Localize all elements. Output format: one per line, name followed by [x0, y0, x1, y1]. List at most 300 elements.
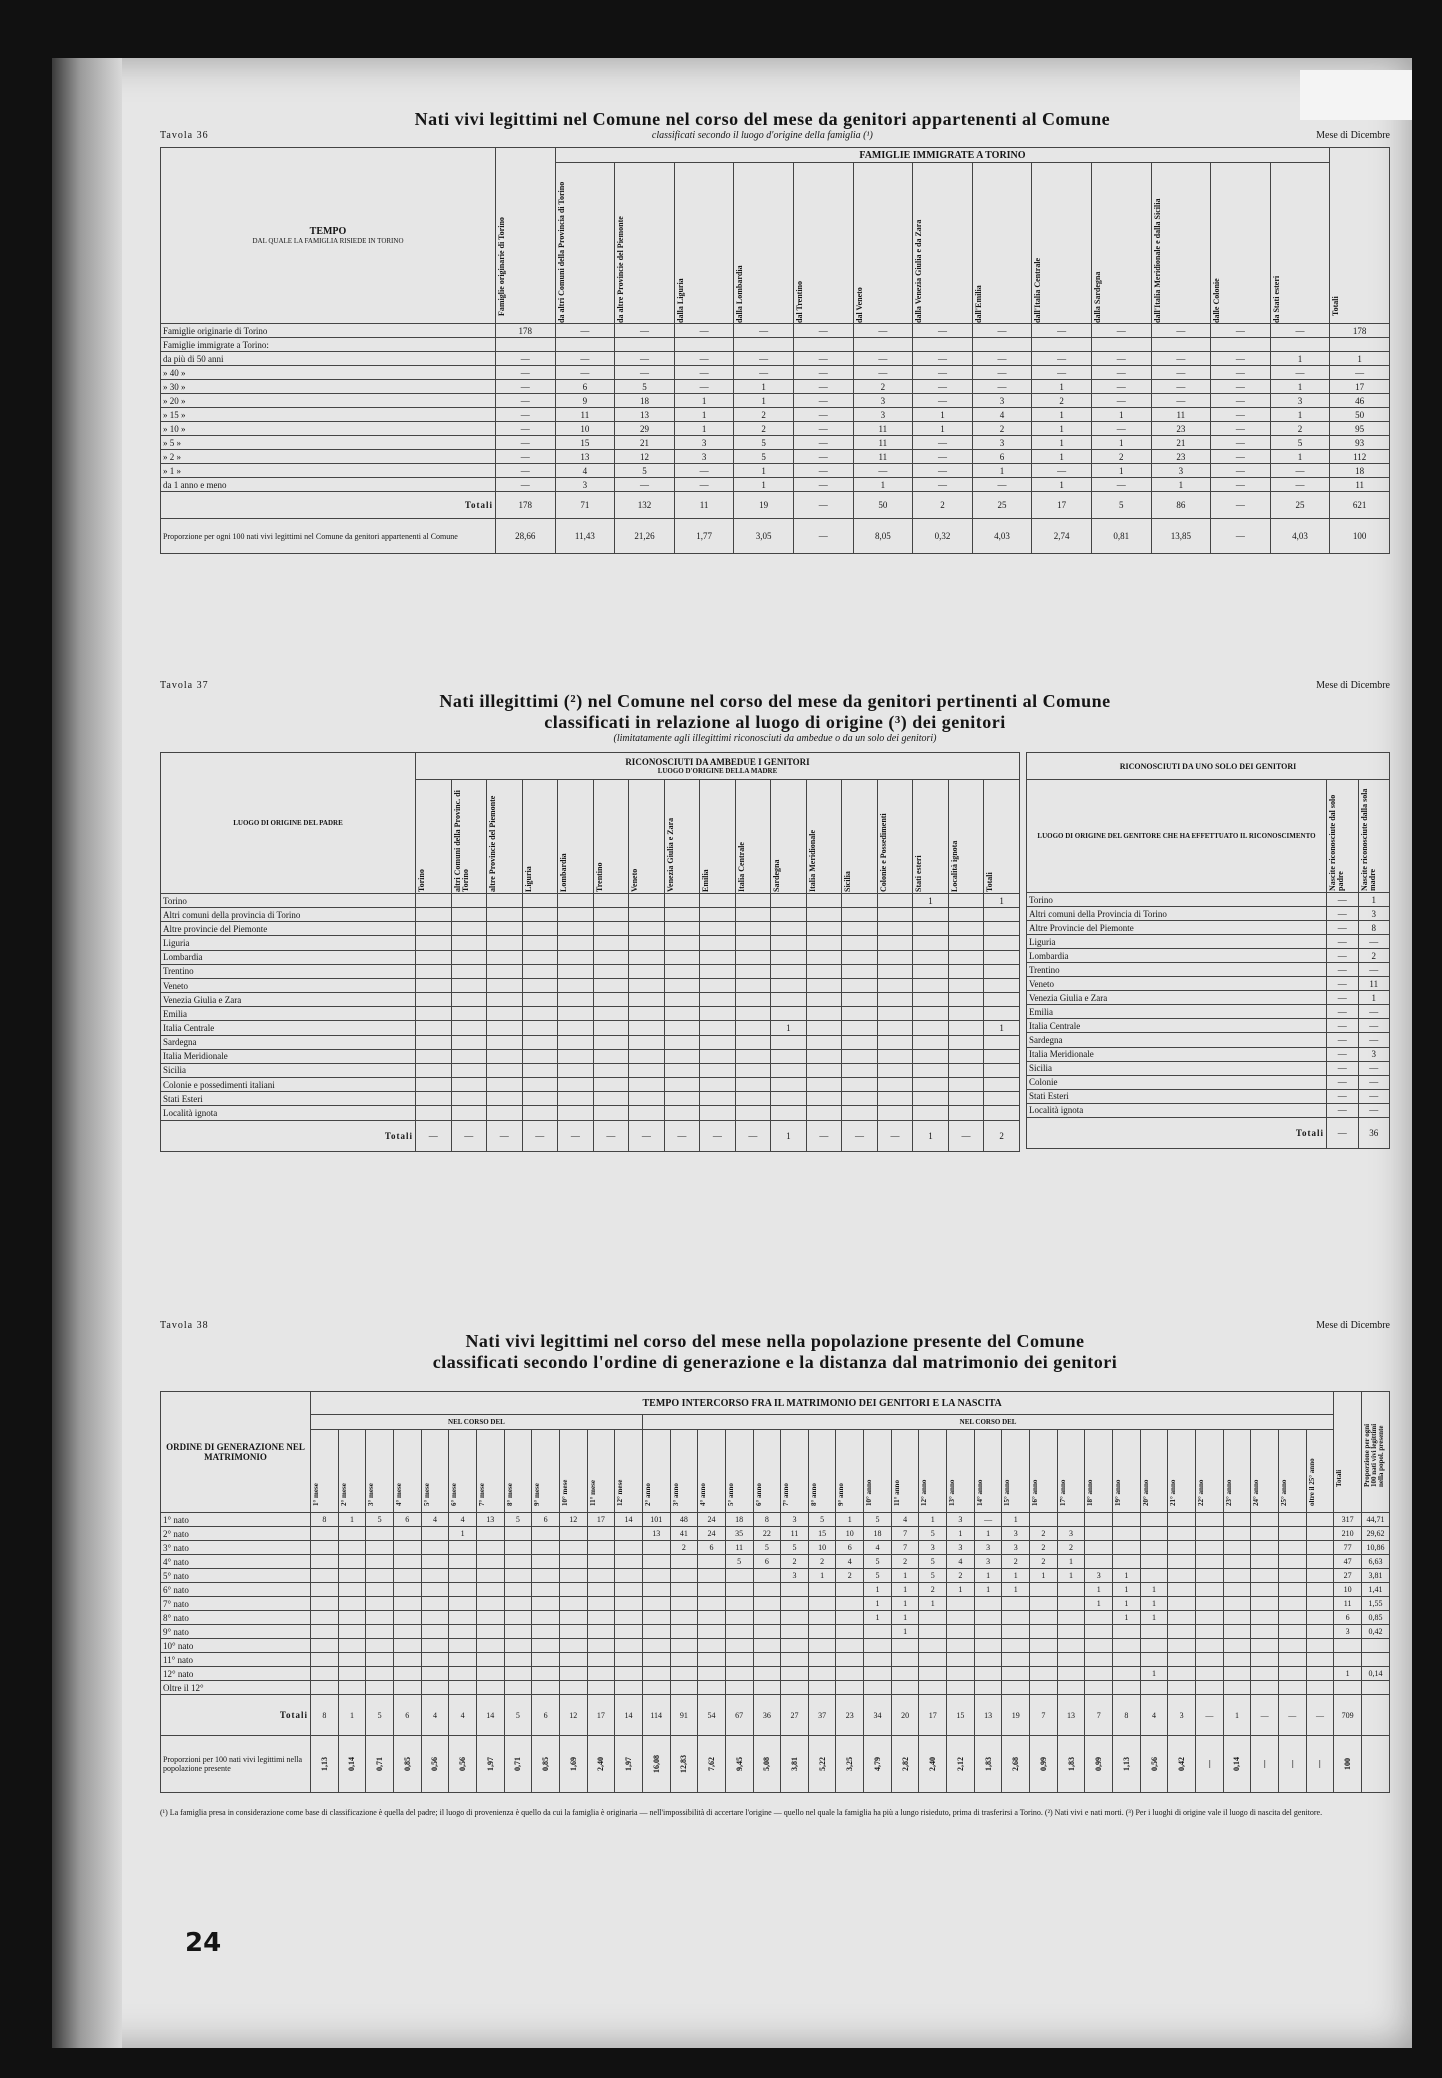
totals-cell: —	[877, 1120, 913, 1152]
table-cell	[558, 936, 594, 950]
totals-cell: 13	[1057, 1695, 1085, 1736]
col-header	[806, 780, 842, 894]
proportion-value: 3,81	[789, 1757, 799, 1771]
table-cell	[806, 908, 842, 922]
col-header	[1211, 163, 1271, 324]
proportion-value: 0,56	[458, 1757, 468, 1771]
proportion-cell	[587, 1736, 615, 1793]
table-cell	[1057, 1667, 1085, 1681]
totals-cell: 132	[615, 492, 675, 519]
col-header	[555, 163, 615, 324]
table-cell	[1251, 1597, 1279, 1611]
totals-cell: 7	[1030, 1695, 1058, 1736]
table-row	[161, 1667, 1390, 1681]
row-label: Sicilia	[1027, 1061, 1327, 1075]
table-cell: 18	[615, 394, 675, 408]
table-cell	[1223, 1653, 1251, 1667]
totals-cell: 20	[891, 1695, 919, 1736]
table-cell: 1	[1091, 464, 1151, 478]
table-cell	[877, 1035, 913, 1049]
table-cell	[808, 1639, 836, 1653]
table-cell	[559, 1625, 587, 1639]
table-cell: —	[1211, 464, 1271, 478]
table-row	[161, 1611, 1390, 1625]
table-cell: —	[793, 366, 853, 380]
table-cell	[947, 1639, 975, 1653]
table-row	[161, 1021, 1020, 1035]
table-cell	[700, 1049, 736, 1063]
table-cell	[913, 1007, 949, 1021]
col-header	[615, 163, 675, 324]
table-cell	[700, 993, 736, 1007]
table-cell: —	[674, 478, 734, 492]
table-37-section	[160, 680, 1390, 1149]
table-cell	[593, 1078, 629, 1092]
table-cell: 3	[1334, 1625, 1362, 1639]
table-cell	[1223, 1667, 1251, 1681]
table-cell	[559, 1667, 587, 1681]
table-cell	[1361, 1681, 1389, 1695]
table-cell: 23	[1151, 450, 1211, 464]
table-cell: 1	[1334, 1667, 1362, 1681]
proportion-cell	[1168, 1736, 1196, 1793]
table-cell	[700, 1106, 736, 1120]
totals-cell: 19	[734, 492, 794, 519]
col-header	[1278, 1430, 1306, 1513]
table-cell: 3	[1085, 1569, 1113, 1583]
table-cell: 2	[1057, 1541, 1085, 1555]
table-cell	[487, 993, 523, 1007]
table-cell	[615, 1583, 643, 1597]
table-cell	[1270, 338, 1330, 352]
table-cell	[587, 1653, 615, 1667]
table-cell: 10	[555, 422, 615, 436]
table-cell	[725, 1569, 753, 1583]
table-cell	[416, 922, 452, 936]
col-header-label: 19° anno	[1114, 1479, 1123, 1506]
proportion-cell	[974, 1736, 1002, 1793]
totals-cell: 25	[972, 492, 1032, 519]
table-cell	[558, 964, 594, 978]
table-cell	[587, 1625, 615, 1639]
table-cell	[1168, 1653, 1196, 1667]
table-row	[161, 394, 1390, 408]
table-row	[161, 408, 1390, 422]
table-cell	[1278, 1625, 1306, 1639]
table-cell: 6	[1334, 1611, 1362, 1625]
table-cell: —	[1327, 1033, 1359, 1047]
table-cell	[947, 1597, 975, 1611]
table-cell	[1113, 1527, 1141, 1541]
table-cell: —	[1327, 935, 1359, 949]
table-cell	[753, 1569, 781, 1583]
table-cell	[449, 1667, 477, 1681]
row-label: Italia Meridionale	[161, 1049, 416, 1063]
table-cell	[735, 936, 771, 950]
table-cell	[842, 978, 878, 992]
table-cell	[700, 1078, 736, 1092]
totals-cell: —	[1278, 1695, 1306, 1736]
table-cell	[642, 1541, 670, 1555]
table-cell	[700, 894, 736, 908]
table-cell	[864, 1639, 892, 1653]
table-cell	[393, 1611, 421, 1625]
table-cell	[877, 1021, 913, 1035]
table-cell	[1223, 1583, 1251, 1597]
table-cell	[629, 1021, 665, 1035]
table-row	[161, 1625, 1390, 1639]
col-header	[1270, 163, 1330, 324]
table-cell: 9	[555, 394, 615, 408]
proportion-cell: —	[1211, 519, 1271, 554]
totals-row	[161, 1695, 1390, 1736]
totals-cell: 621	[1330, 492, 1390, 519]
table-cell	[587, 1527, 615, 1541]
table-cell	[735, 1035, 771, 1049]
totals-cell: —	[416, 1120, 452, 1152]
table-cell: —	[1211, 478, 1271, 492]
table-cell	[1251, 1653, 1279, 1667]
table-cell: 1,41	[1361, 1583, 1389, 1597]
table-cell: —	[1327, 991, 1359, 1005]
table-cell	[642, 1639, 670, 1653]
table-cell	[366, 1611, 394, 1625]
table-cell	[670, 1639, 698, 1653]
table-cell	[311, 1597, 339, 1611]
col-header	[947, 1430, 975, 1513]
table-cell	[700, 1007, 736, 1021]
table-cell	[558, 993, 594, 1007]
table-cell	[476, 1653, 504, 1667]
table-cell	[522, 1092, 558, 1106]
table-cell	[487, 908, 523, 922]
table-cell: 1	[1140, 1583, 1168, 1597]
table-cell	[558, 908, 594, 922]
table-cell	[735, 1007, 771, 1021]
table-cell	[806, 922, 842, 936]
table-cell: 7	[891, 1541, 919, 1555]
table-cell	[1306, 1681, 1334, 1695]
table-cell	[416, 950, 452, 964]
col-header	[698, 1430, 726, 1513]
table-cell	[808, 1611, 836, 1625]
table-cell	[593, 1106, 629, 1120]
table-cell: —	[853, 464, 913, 478]
table-cell	[629, 964, 665, 978]
row-label: 4° nato	[161, 1555, 311, 1569]
table-cell: —	[674, 464, 734, 478]
proportion-cell	[366, 1736, 394, 1793]
table-cell: —	[913, 394, 973, 408]
row-label: Altre Provincie del Piemonte	[1027, 921, 1327, 935]
table-cell	[735, 922, 771, 936]
proportion-cell	[670, 1736, 698, 1793]
table-cell	[559, 1597, 587, 1611]
table-cell	[1251, 1583, 1279, 1597]
table-cell	[698, 1569, 726, 1583]
table-row	[161, 1653, 1390, 1667]
table-cell: 5	[919, 1569, 947, 1583]
table-cell	[1168, 1639, 1196, 1653]
col-header	[1361, 1392, 1389, 1513]
table-cell	[1223, 1527, 1251, 1541]
totals-row	[161, 492, 1390, 519]
table-cell	[1251, 1541, 1279, 1555]
table-cell	[877, 1049, 913, 1063]
table-cell	[1278, 1681, 1306, 1695]
row-label: Venezia Giulia e Zara	[161, 993, 416, 1007]
table-cell	[487, 1035, 523, 1049]
table-cell: 1	[1140, 1611, 1168, 1625]
col-header-label: dalle Colonie	[1212, 278, 1222, 323]
table-cell	[393, 1639, 421, 1653]
table-cell	[532, 1625, 560, 1639]
table-cell	[449, 1625, 477, 1639]
table-cell: 13	[642, 1527, 670, 1541]
table-37-title-1: Nati illegittimi (²) nel Comune nel corso del mese da genitori pertinenti al Comune	[439, 691, 1111, 711]
col-header	[793, 163, 853, 324]
table-cell	[1113, 1541, 1141, 1555]
table-cell	[1278, 1569, 1306, 1583]
proportion-cell	[1057, 1736, 1085, 1793]
table-cell	[698, 1681, 726, 1695]
table-cell	[1113, 1653, 1141, 1667]
table-36	[160, 147, 1390, 554]
table-cell: 1	[1091, 408, 1151, 422]
proportion-cell: —	[793, 519, 853, 554]
table-cell	[366, 1681, 394, 1695]
table-cell: —	[734, 352, 794, 366]
row-label: 9° nato	[161, 1625, 311, 1639]
table-cell: 13	[555, 450, 615, 464]
table-cell	[698, 1625, 726, 1639]
table-cell	[558, 1092, 594, 1106]
table-cell	[615, 1611, 643, 1625]
proportion-cell	[615, 1736, 643, 1793]
proportion-value: 1,69	[568, 1757, 578, 1771]
table-cell	[522, 1007, 558, 1021]
proportion-cell	[338, 1736, 366, 1793]
table-cell	[522, 1021, 558, 1035]
table-cell: —	[1211, 408, 1271, 422]
table-cell	[1168, 1569, 1196, 1583]
table-cell: 93	[1330, 436, 1390, 450]
table-cell: 1	[891, 1611, 919, 1625]
row-label: 1° nato	[161, 1513, 311, 1527]
table-cell: 18	[725, 1513, 753, 1527]
table-cell	[1168, 1583, 1196, 1597]
row-label: 8° nato	[161, 1611, 311, 1625]
proportion-cell: 11,43	[555, 519, 615, 554]
table-cell	[1168, 1597, 1196, 1611]
table-cell	[522, 1035, 558, 1049]
table-cell	[311, 1653, 339, 1667]
table-cell	[311, 1569, 339, 1583]
table-cell	[700, 1063, 736, 1077]
table-cell: 11	[1151, 408, 1211, 422]
table-cell	[629, 1078, 665, 1092]
table-cell	[806, 1049, 842, 1063]
table-cell	[1196, 1513, 1224, 1527]
table-cell	[771, 1106, 807, 1120]
table-cell	[735, 1021, 771, 1035]
table-cell	[476, 1625, 504, 1639]
col-header-label: dalla Venezia Giulia e da Zara	[914, 219, 924, 323]
table-cell: 1	[1002, 1569, 1030, 1583]
col-header	[451, 780, 487, 894]
table-cell: 6,63	[1361, 1555, 1389, 1569]
table-cell	[919, 1611, 947, 1625]
table-cell	[806, 978, 842, 992]
row-label: » 10 »	[161, 422, 496, 436]
table-cell	[974, 1639, 1002, 1653]
table-cell: 3	[919, 1541, 947, 1555]
table-cell	[735, 908, 771, 922]
table-cell	[913, 978, 949, 992]
table-cell: 8	[1358, 921, 1390, 935]
table-38-month: Mese di Dicembre	[1316, 1320, 1390, 1331]
proportion-cell: 4,03	[972, 519, 1032, 554]
table-cell: —	[555, 352, 615, 366]
table-cell	[664, 993, 700, 1007]
table-cell: —	[793, 478, 853, 492]
proportion-cell	[781, 1736, 809, 1793]
table-cell	[974, 1681, 1002, 1695]
col-header	[366, 1430, 394, 1513]
table-cell	[615, 1527, 643, 1541]
table-cell: —	[496, 408, 556, 422]
table-cell	[338, 1681, 366, 1695]
table-cell	[674, 338, 734, 352]
table-cell: 3	[974, 1541, 1002, 1555]
col-header-label: 8° anno	[809, 1483, 818, 1506]
table-cell	[836, 1667, 864, 1681]
table-cell	[1251, 1569, 1279, 1583]
proportion-value: 0,71	[375, 1757, 385, 1771]
table-cell	[1196, 1583, 1224, 1597]
table-cell	[771, 1035, 807, 1049]
col-header-label: oltre il 25° anno	[1307, 1458, 1316, 1506]
table-cell	[947, 1653, 975, 1667]
table-cell: 1	[1113, 1611, 1141, 1625]
table-row	[1027, 1019, 1390, 1033]
proportion-cell: 3,05	[734, 519, 794, 554]
table-cell: —	[615, 324, 675, 338]
totals-row	[161, 1120, 1020, 1152]
table-row	[161, 324, 1390, 338]
col-header-label: dall'Italia Centrale	[1033, 257, 1043, 323]
table-cell: 1	[1091, 436, 1151, 450]
proportion-cell: 28,66	[496, 519, 556, 554]
table-cell	[771, 1078, 807, 1092]
table-cell	[449, 1555, 477, 1569]
proportion-cell	[1002, 1736, 1030, 1793]
table-cell: 5	[366, 1513, 394, 1527]
table-cell: 1	[913, 894, 949, 908]
col-header	[1030, 1430, 1058, 1513]
table-cell	[664, 964, 700, 978]
row-label: Sardegna	[1027, 1033, 1327, 1047]
totals-cell: —	[1327, 1117, 1359, 1148]
table-cell: 10	[808, 1541, 836, 1555]
row-label: Altri comuni della provincia di Torino	[161, 908, 416, 922]
proportion-cell: 100	[1330, 519, 1390, 554]
table-cell	[984, 993, 1020, 1007]
table-cell	[735, 894, 771, 908]
table-cell: —	[793, 324, 853, 338]
table-cell	[1223, 1681, 1251, 1695]
table-cell	[504, 1555, 532, 1569]
table-cell: 1,55	[1361, 1597, 1389, 1611]
totals-cell: —	[1306, 1695, 1334, 1736]
table-cell	[974, 1597, 1002, 1611]
totals-cell: —	[664, 1120, 700, 1152]
totals-cell: 14	[615, 1695, 643, 1736]
col-header-label: dall'Emilia	[973, 285, 983, 323]
table-cell	[725, 1653, 753, 1667]
table-cell	[1211, 338, 1271, 352]
table-cell: 2	[1030, 1541, 1058, 1555]
col-header-label: da altri Comuni della Provincia di Torino	[556, 181, 566, 323]
table-cell	[948, 978, 984, 992]
table-row	[161, 436, 1390, 450]
table-row	[161, 993, 1020, 1007]
table-cell	[771, 950, 807, 964]
row-label: Emilia	[1027, 1005, 1327, 1019]
table-cell	[629, 922, 665, 936]
table-cell	[522, 950, 558, 964]
table-cell: 18	[864, 1527, 892, 1541]
table-row	[161, 1035, 1020, 1049]
table-cell	[735, 978, 771, 992]
table-cell: —	[1091, 380, 1151, 394]
table-38-section	[160, 1320, 1390, 1818]
table-cell	[781, 1667, 809, 1681]
table-row	[161, 1106, 1020, 1120]
table-cell: 1	[1151, 478, 1211, 492]
table-row	[1027, 921, 1390, 935]
ordine-header: ORDINE DI GENERAZIONE NEL MATRIMONIO	[161, 1392, 311, 1513]
table-cell: —	[1091, 366, 1151, 380]
totals-cell: —	[487, 1120, 523, 1152]
table-cell	[311, 1639, 339, 1653]
table-cell	[984, 964, 1020, 978]
table-cell	[1251, 1667, 1279, 1681]
table-cell	[842, 964, 878, 978]
proportion-value: 2,12	[955, 1757, 965, 1771]
table-cell: 210	[1334, 1527, 1362, 1541]
table-cell	[1196, 1681, 1224, 1695]
row-label: » 30 »	[161, 380, 496, 394]
table-cell	[1306, 1639, 1334, 1653]
table-cell	[948, 1007, 984, 1021]
totals-cell: 1	[913, 1120, 949, 1152]
table-row	[1027, 1061, 1390, 1075]
table-cell: —	[1327, 977, 1359, 991]
table-cell	[664, 936, 700, 950]
table-cell	[311, 1681, 339, 1695]
col-header-label: dall'Italia Meridionale e dalla Sicilia	[1152, 198, 1162, 323]
table-cell	[913, 964, 949, 978]
totals-cell: 178	[496, 492, 556, 519]
proportion-cell	[393, 1736, 421, 1793]
table-cell	[629, 1007, 665, 1021]
table-cell	[559, 1555, 587, 1569]
table-cell	[1085, 1681, 1113, 1695]
col-header-label: 7° anno	[782, 1483, 791, 1506]
table-cell	[698, 1667, 726, 1681]
table-cell	[664, 894, 700, 908]
